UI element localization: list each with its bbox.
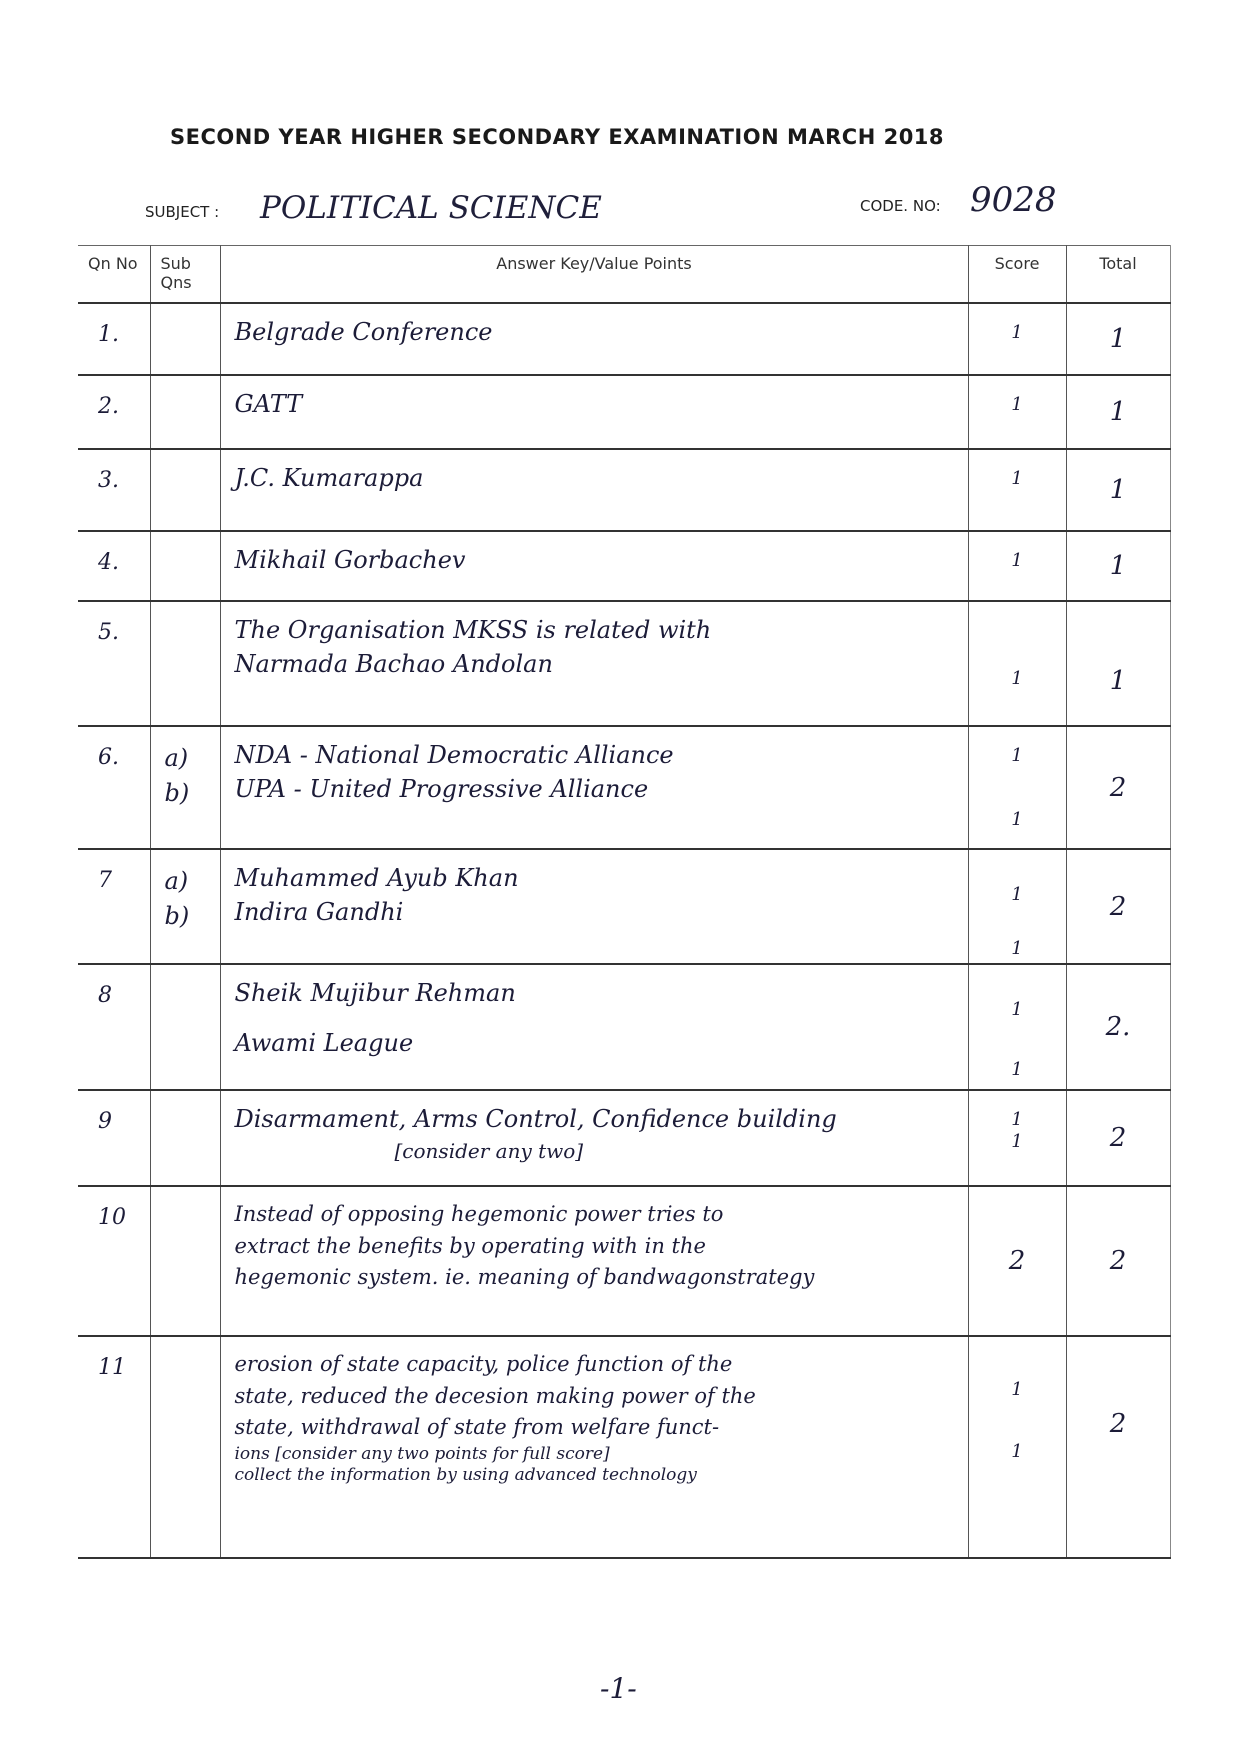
sub-cell	[150, 601, 220, 726]
answer-cell: J.C. Kumarappa	[220, 449, 968, 531]
qn-cell: 4.	[78, 531, 150, 601]
total-cell: 1	[1066, 531, 1170, 601]
col-score-header: Score	[968, 246, 1066, 304]
answer-cell: GATT	[220, 375, 968, 449]
score-cell: 1	[968, 449, 1066, 531]
qn-cell: 10	[78, 1186, 150, 1336]
table-row	[78, 849, 1170, 964]
answer-cell: The Organisation MKSS is related with Narmada Bachao Andolan	[220, 601, 968, 726]
score-cell: 1 1	[968, 726, 1066, 849]
qn-cell: 1.	[78, 303, 150, 375]
sub-cell: a) b)	[150, 726, 220, 849]
sub-cell	[150, 303, 220, 375]
total-cell: 1	[1066, 449, 1170, 531]
answer-cell: erosion of state capacity, police function of the state, reduced the decesion making power of the state, withdrawal of state from welfare funct- ions [consider any two points for full score] collect the information by using advanced technology	[220, 1336, 968, 1558]
sub-cell	[150, 1090, 220, 1186]
table-header-row	[78, 246, 1170, 304]
total-cell: 1	[1066, 601, 1170, 726]
sub-cell	[150, 375, 220, 449]
total-cell: 2	[1066, 726, 1170, 849]
score-cell: 1 1	[968, 849, 1066, 964]
sub-cell	[150, 964, 220, 1090]
total-cell: 2.	[1066, 964, 1170, 1090]
subject-value: POLITICAL SCIENCE	[260, 190, 602, 226]
sub-cell	[150, 449, 220, 531]
qn-cell: 11	[78, 1336, 150, 1558]
qn-cell: 9	[78, 1090, 150, 1186]
answer-cell: Instead of opposing hegemonic power tries to extract the benefits by operating with in the hegemonic system. ie. meaning of bandwagonstrategy	[220, 1186, 968, 1336]
answer-cell: Sheik Mujibur Rehman Awami League	[220, 964, 968, 1090]
total-cell: 2	[1066, 1186, 1170, 1336]
qn-cell: 6.	[78, 726, 150, 849]
qn-cell: 8	[78, 964, 150, 1090]
score-cell: 1	[968, 601, 1066, 726]
table-row	[78, 303, 1170, 375]
table-row	[78, 1186, 1170, 1336]
total-cell: 2	[1066, 849, 1170, 964]
table-row	[78, 375, 1170, 449]
table-row	[78, 531, 1170, 601]
code-value: 9028	[970, 180, 1057, 220]
table-row	[78, 1336, 1170, 1558]
page-title: SECOND YEAR HIGHER SECONDARY EXAMINATION MARCH 2018	[170, 125, 945, 149]
answer-cell: Disarmament, Arms Control, Confidence building [consider any two]	[220, 1090, 968, 1186]
answer-cell: Belgrade Conference	[220, 303, 968, 375]
code-label: CODE. NO:	[860, 197, 941, 215]
col-answer-header: Answer Key/Value Points	[220, 246, 968, 304]
col-qn-header: Qn No	[78, 246, 150, 304]
answer-cell: Mikhail Gorbachev	[220, 531, 968, 601]
table-row	[78, 601, 1170, 726]
total-cell: 1	[1066, 375, 1170, 449]
qn-cell: 5.	[78, 601, 150, 726]
total-cell: 2	[1066, 1336, 1170, 1558]
subject-label: SUBJECT :	[145, 203, 220, 221]
score-cell: 1 1	[968, 1336, 1066, 1558]
score-cell: 1	[968, 531, 1066, 601]
score-cell: 1 1	[968, 964, 1066, 1090]
qn-cell: 2.	[78, 375, 150, 449]
sub-cell	[150, 531, 220, 601]
page-number: -1-	[600, 1672, 637, 1705]
sub-cell	[150, 1336, 220, 1558]
score-cell: 1 1	[968, 1090, 1066, 1186]
qn-cell: 7	[78, 849, 150, 964]
qn-cell: 3.	[78, 449, 150, 531]
table-row	[78, 726, 1170, 849]
score-cell: 1	[968, 303, 1066, 375]
table-row	[78, 449, 1170, 531]
table-row	[78, 964, 1170, 1090]
col-total-header: Total	[1066, 246, 1170, 304]
total-cell: 2	[1066, 1090, 1170, 1186]
sub-cell	[150, 1186, 220, 1336]
table-row	[78, 1090, 1170, 1186]
answer-cell: Muhammed Ayub Khan Indira Gandhi	[220, 849, 968, 964]
answer-cell: NDA - National Democratic Alliance UPA - United Progressive Alliance	[220, 726, 968, 849]
total-cell: 1	[1066, 303, 1170, 375]
answer-key-table	[78, 245, 1171, 1559]
score-cell: 2	[968, 1186, 1066, 1336]
score-cell: 1	[968, 375, 1066, 449]
sub-cell: a) b)	[150, 849, 220, 964]
col-sub-header: Sub Qns	[150, 246, 220, 304]
